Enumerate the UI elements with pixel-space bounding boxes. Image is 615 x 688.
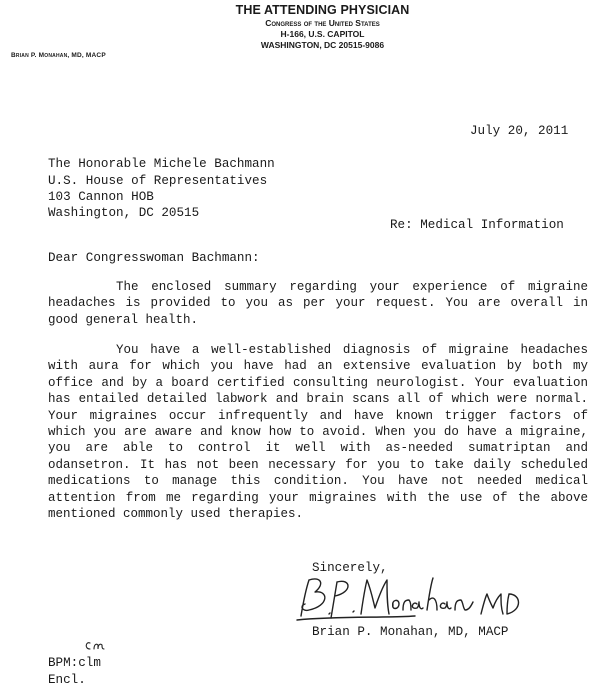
handwritten-initials — [82, 639, 108, 658]
handwritten-signature — [295, 570, 535, 626]
letter-date: July 20, 2011 — [470, 124, 569, 138]
closing: Sincerely, — [312, 561, 388, 575]
enclosure-note: Encl. — [48, 673, 86, 687]
letterhead-sender-name: Brian P. Monahan, MD, MACP — [11, 52, 106, 59]
salutation: Dear Congresswoman Bachmann: — [48, 251, 260, 265]
body-paragraph-2: You have a well-established diagnosis of migraine headaches with aura for which you have had an extensive evaluation by both my office and by a board certified consulting neurologist. Your evaluation has entailed detailed labwork and brain scans all of which were normal. Your migraines occur infrequently and have known trigger factors of which you are aware and know how to avoid. When you do have a migraine, you are able to control it well with as-needed sumatriptan and odansetron. It has not been necessary for you to take daily scheduled medications to manage this condition. You have not needed medical attention from me regarding your migraines with the use of the above mentioned commonly used therapies. — [48, 343, 588, 522]
letterhead-line-2: H-166, U.S. CAPITOL — [280, 29, 365, 39]
recipient-name: The Honorable Michele Bachmann — [48, 157, 275, 171]
subject-line: Re: Medical Information — [390, 218, 564, 232]
handwritten-initials-mark — [82, 639, 108, 653]
recipient-room: 103 Cannon HOB — [48, 190, 154, 204]
recipient-city: Washington, DC 20515 — [48, 206, 200, 220]
letterhead-line-3: WASHINGTON, DC 20515-9086 — [260, 40, 385, 50]
letterhead-line-1: Congress of the United States — [265, 18, 380, 28]
recipient-office: U.S. House of Representatives — [48, 174, 268, 188]
typist-initials: BPM:clm — [48, 656, 101, 670]
letterhead-title: THE ATTENDING PHYSICIAN — [235, 3, 410, 17]
body-paragraph-1: The enclosed summary regarding your experience of migraine headaches is provided to you as per your request. You are overall in good general health. — [48, 280, 588, 327]
signer-name: Brian P. Monahan, MD, MACP — [312, 625, 509, 639]
